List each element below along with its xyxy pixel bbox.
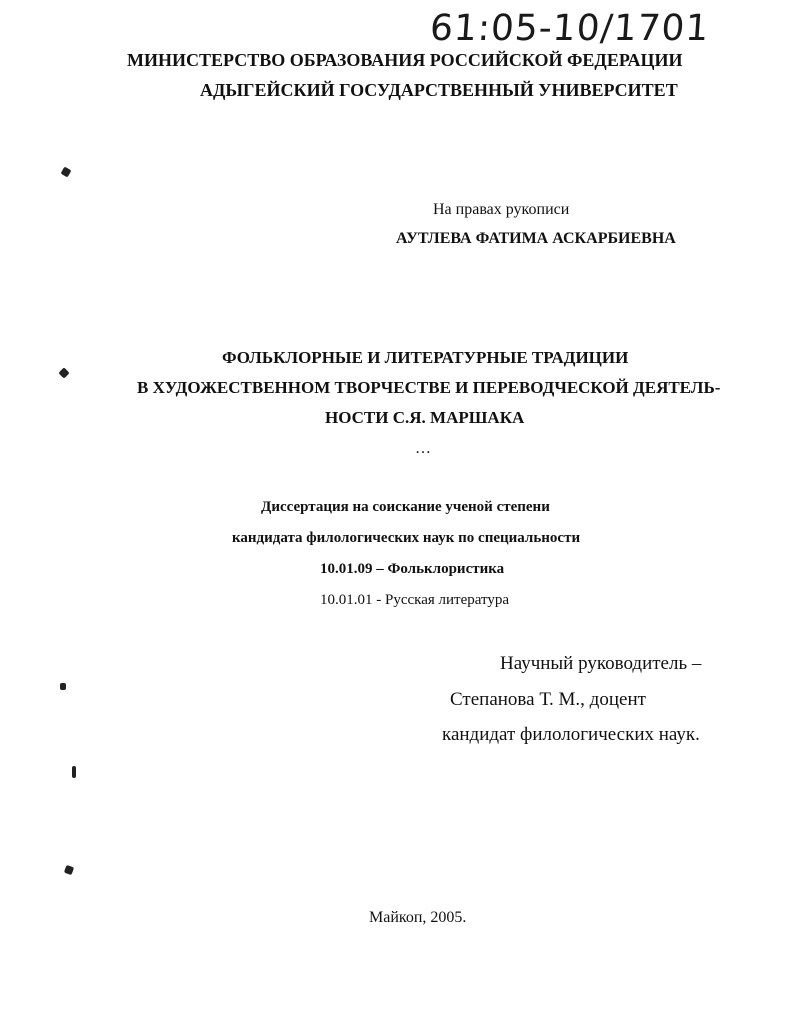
specialty-russian-literature: 10.01.01 - Русская литература <box>320 592 510 608</box>
title-line-1: ФОЛЬКЛОРНЫЕ И ЛИТЕРАТУРНЫЕ ТРАДИЦИИ <box>222 348 629 367</box>
handwritten-archive-number: 61:05-10/1701 <box>428 8 711 49</box>
title-line-3: НОСТИ С.Я. МАРШАКА <box>325 408 525 427</box>
ministry-heading: МИНИСТЕРСТВО ОБРАЗОВАНИЯ РОССИЙСКОЙ ФЕДЕРАЦИИ <box>127 50 683 70</box>
university-heading: АДЫГЕЙСКИЙ ГОСУДАРСТВЕННЫЙ УНИВЕРСИТЕТ <box>200 80 678 100</box>
manuscript-note: На правах рукописи <box>433 201 570 218</box>
title-line-2: В ХУДОЖЕСТВЕННОМ ТВОРЧЕСТВЕ И ПЕРЕВОДЧЕСКОЙ ДЕЯТЕЛЬ- <box>137 378 721 397</box>
dissertation-line-1: Диссертация на соискание ученой степени <box>261 499 550 515</box>
city-year: Майкоп, 2005. <box>369 909 467 926</box>
supervisor-name: Степанова Т. М., доцент <box>450 689 646 710</box>
scan-speck <box>61 167 72 178</box>
specialty-folkloristics: 10.01.09 – Фольклористика <box>320 561 505 577</box>
scan-speck <box>60 683 66 690</box>
scan-speck <box>58 367 69 378</box>
supervisor-label: Научный руководитель – <box>500 653 702 674</box>
scan-speck <box>64 865 74 875</box>
scan-speck <box>72 766 76 778</box>
dissertation-line-2: кандидата филологических наук по специальности <box>232 530 581 546</box>
title-ellipsis: … <box>415 440 431 457</box>
supervisor-degree: кандидат филологических наук. <box>442 724 700 745</box>
author-name: АУТЛЕВА ФАТИМА АСКАРБИЕВНА <box>396 230 676 247</box>
